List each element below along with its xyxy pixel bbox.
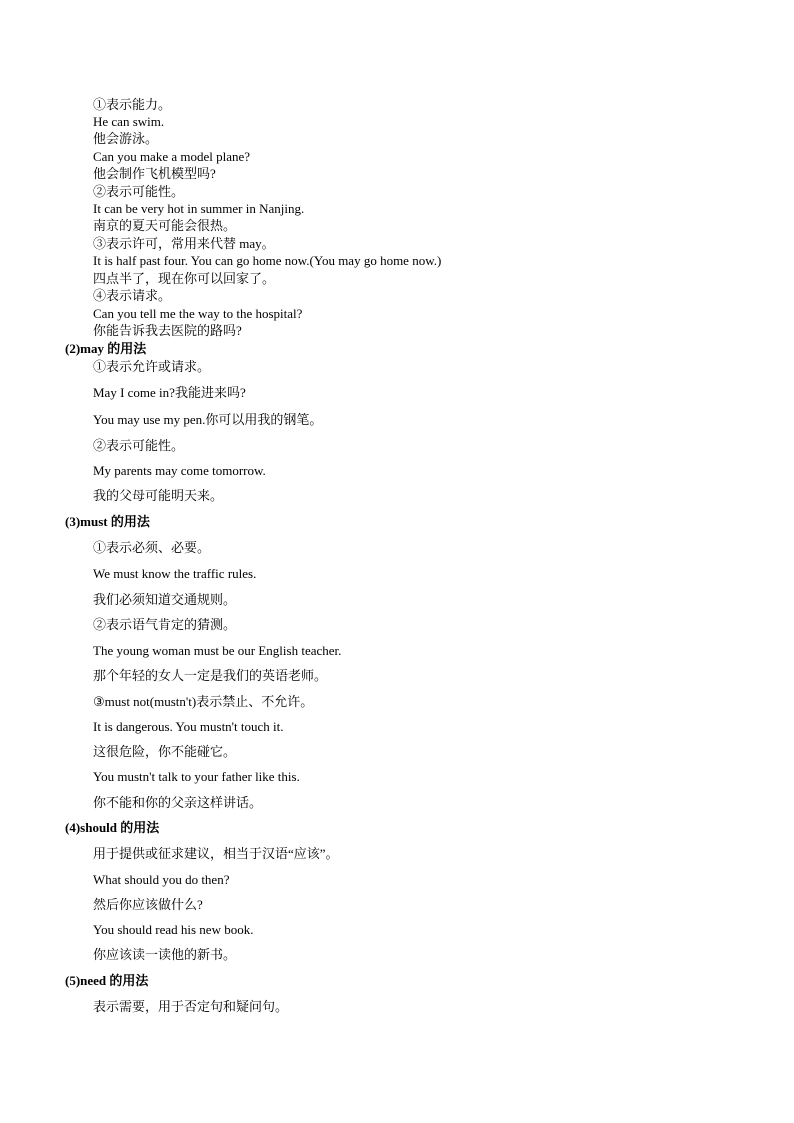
- must-line: ③must not(mustn't)表示禁止、不允许。: [93, 694, 314, 709]
- may-line: ①表示允许或请求。: [93, 359, 211, 374]
- can-line: 他会制作飞机模型吗?: [93, 166, 216, 181]
- may-line: You may use my pen.你可以用我的钢笔。: [93, 412, 323, 427]
- can-line: ②表示可能性。: [93, 184, 185, 199]
- may-line: My parents may come tomorrow.: [93, 463, 266, 478]
- section-heading-may: (2)may 的用法: [65, 341, 147, 356]
- need-line: 表示需要，用于否定句和疑问句。: [93, 999, 289, 1014]
- should-line: 你应该读一读他的新书。: [93, 947, 237, 962]
- must-line: The young woman must be our English teacher.: [93, 643, 342, 658]
- can-line: 你能告诉我去医院的路吗?: [93, 323, 242, 338]
- can-line: He can swim.: [93, 114, 165, 129]
- section-heading-must: (3)must 的用法: [65, 514, 150, 529]
- can-line: ④表示请求。: [93, 288, 172, 303]
- must-line: You mustn't talk to your father like this.: [93, 769, 300, 784]
- can-line: ①表示能力。: [93, 97, 172, 112]
- must-line: 你不能和你的父亲这样讲话。: [93, 795, 263, 810]
- can-line: 四点半了，现在你可以回家了。: [93, 271, 276, 286]
- can-line: 南京的夏天可能会很热。: [93, 218, 237, 233]
- should-line: You should read his new book.: [93, 922, 254, 937]
- section-heading-need: (5)need 的用法: [65, 973, 149, 988]
- can-line: ③表示许可，常用来代替 may。: [93, 236, 275, 251]
- can-line: Can you make a model plane?: [93, 149, 251, 164]
- must-line: 那个年轻的女人一定是我们的英语老师。: [93, 668, 328, 683]
- may-line: 我的父母可能明天来。: [93, 488, 224, 503]
- can-line: 他会游泳。: [93, 131, 159, 146]
- may-line: May I come in?我能进来吗?: [93, 385, 246, 400]
- section-heading-should: (4)should 的用法: [65, 820, 160, 835]
- must-line: ①表示必须、必要。: [93, 540, 211, 555]
- should-line: What should you do then?: [93, 872, 230, 887]
- should-line: 然后你应该做什么?: [93, 897, 203, 912]
- should-line: 用于提供或征求建议，相当于汉语“应该”。: [93, 846, 339, 861]
- can-line: It is half past four. You can go home now.(You may go home now.): [93, 253, 442, 268]
- must-line: 这很危险，你不能碰它。: [93, 744, 237, 759]
- can-line: It can be very hot in summer in Nanjing.: [93, 201, 305, 216]
- must-line: We must know the traffic rules.: [93, 566, 257, 581]
- must-line: 我们必须知道交通规则。: [93, 592, 237, 607]
- may-line: ②表示可能性。: [93, 438, 185, 453]
- must-line: It is dangerous. You mustn't touch it.: [93, 719, 284, 734]
- can-line: Can you tell me the way to the hospital?: [93, 306, 303, 321]
- must-line: ②表示语气肯定的猜测。: [93, 617, 237, 632]
